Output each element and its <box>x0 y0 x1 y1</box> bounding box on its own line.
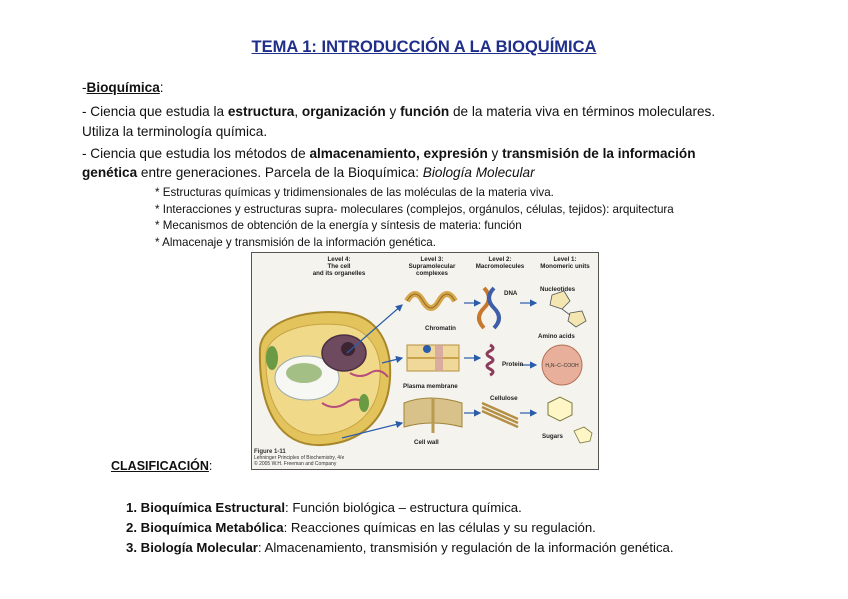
label-sugars: Sugars <box>542 433 563 440</box>
list-item: 1. Bioquímica Estructural: Función biológica – estructura química. <box>126 500 522 515</box>
cellulose-illustration <box>482 403 518 427</box>
list-item: 3. Biología Molecular: Almacenamiento, transmisión y regulación de la información genética. <box>126 540 674 555</box>
cell-wall-illustration <box>404 398 462 433</box>
list-item: 2. Bioquímica Metabólica: Reacciones químicas en las células y su regulación. <box>126 520 596 535</box>
definition-2-line-2: genética entre generaciones. Parcela de la Bioquímica: Biología Molecular <box>82 165 535 180</box>
label-protein: Protein <box>502 361 524 368</box>
list-item: * Interacciones y estructuras supra- moleculares (complejos, orgánulos, células, tejidos): arquitectura <box>155 202 674 216</box>
biomolecule-levels-figure <box>251 252 599 470</box>
label-plasma-membrane: Plasma membrane <box>403 383 458 390</box>
level-1-heading: Level 1: Monomeric units <box>540 256 590 270</box>
level-2-heading: Level 2: Macromolecules <box>475 256 525 270</box>
clasificacion-list <box>126 498 674 558</box>
label-dna: DNA <box>504 290 518 297</box>
label-cellulose: Cellulose <box>490 395 518 402</box>
label-cell-wall: Cell wall <box>414 439 439 446</box>
definition-1-line-2: Utiliza la terminología química. <box>82 124 268 139</box>
plasma-membrane-illustration <box>407 345 459 371</box>
amino-acid-illustration <box>542 345 582 385</box>
chromatin-illustration <box>407 294 455 308</box>
svg-text:H₂N–C–COOH: H₂N–C–COOH <box>545 363 579 369</box>
list-item: * Mecanismos de obtención de la energía y síntesis de materia: función <box>155 219 522 233</box>
figure-caption: Figure 1-11 Lehninger Principles of Biochemistry, 4/e © 2005 W.H. Freeman and Company <box>254 449 345 467</box>
page-title: TEMA 1: INTRODUCCIÓN A LA BIOQUÍMICA <box>251 38 597 56</box>
nucleotides-illustration <box>550 291 586 327</box>
level-4-heading: Level 4: The cell and its organelles <box>312 256 366 277</box>
bullet-list <box>155 185 674 251</box>
dna-illustration <box>479 288 499 328</box>
definition-1-line-1: - Ciencia que estudia la estructura, organización y función de la materia viva en términos moleculares. <box>82 104 716 119</box>
definition-2-line-1: - Ciencia que estudia los métodos de almacenamiento, expresión y transmisión de la información <box>82 146 696 161</box>
protein-illustration <box>487 345 493 375</box>
list-item: * Almacenaje y transmisión de la información genética. <box>155 235 436 249</box>
label-nucleotides: Nucleotides <box>540 286 576 293</box>
list-item: * Estructuras químicas y tridimensionales de las moléculas de la materia viva. <box>155 186 554 199</box>
level-3-heading: Level 3: Supramolecular complexes <box>408 256 456 277</box>
bioquimica-label: Bioquímica <box>86 80 160 95</box>
label-amino-acids: Amino acids <box>538 333 575 340</box>
bioquimica-heading: -Bioquímica: <box>82 80 164 95</box>
label-chromatin: Chromatin <box>425 325 456 332</box>
clasificacion-heading: CLASIFICACIÓN: <box>111 459 213 473</box>
